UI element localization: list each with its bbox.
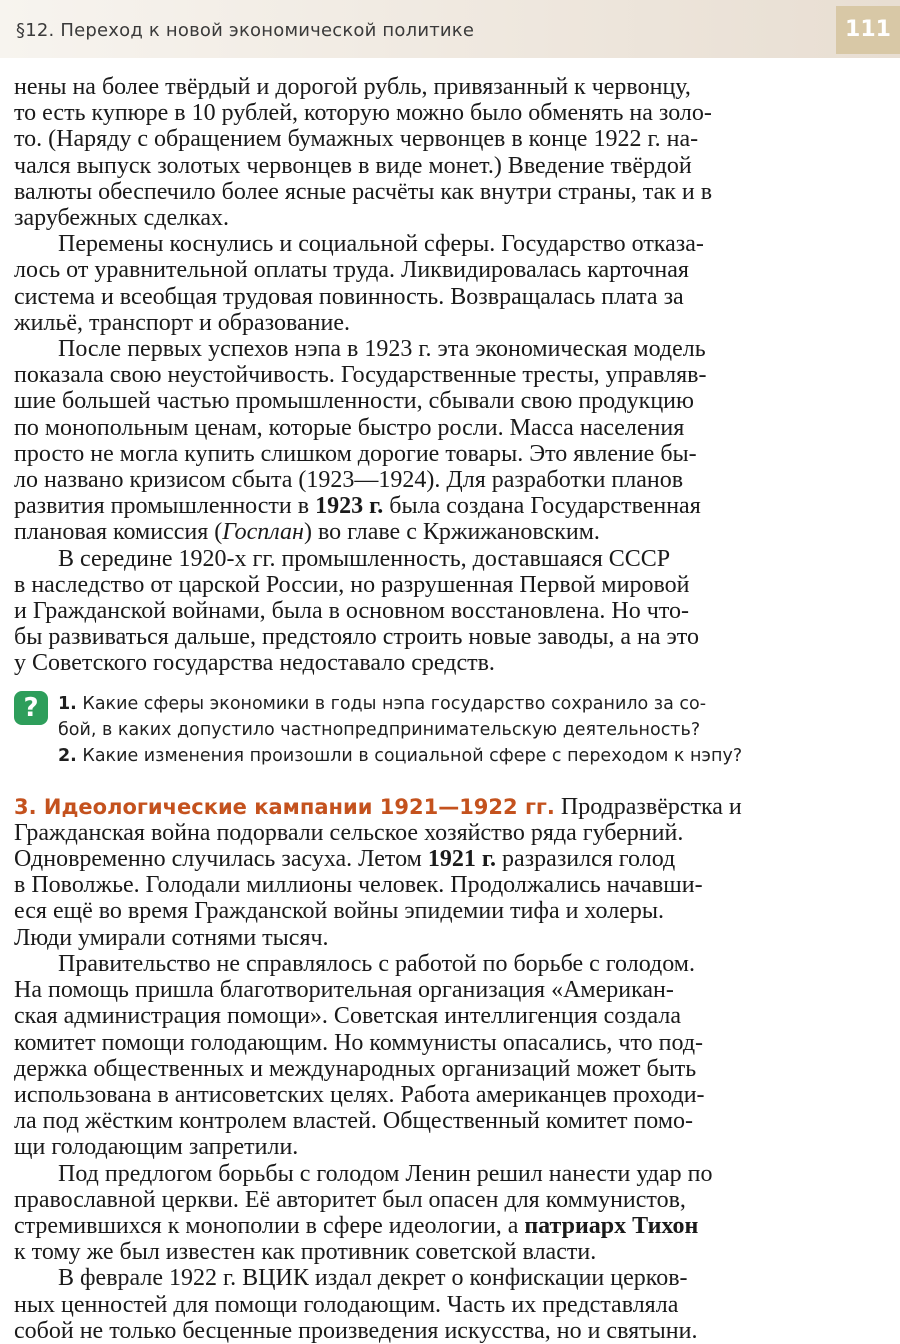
review-questions <box>14 691 874 769</box>
text-line: по монопольным ценам, которые быстро росли. Масса населения <box>14 414 685 441</box>
section-ideology <box>14 794 874 951</box>
bold-name: патриарх Тихон <box>524 1212 699 1239</box>
section-heading: 3. Идеологические кампании 1921—1922 гг. <box>14 794 555 819</box>
text-line: использована в антисоветских целях. Работа американцев проходи- <box>14 1081 705 1108</box>
text-line: Перемены коснулись и социальной сферы. Государство отказа- <box>58 231 704 258</box>
italic-term: Госплан <box>222 519 304 546</box>
page-body <box>14 74 874 1344</box>
text-line: Одновременно случилась засуха. Летом 1921 г. разразился голод <box>14 846 676 873</box>
question-line: 1. Какие сферы экономики в годы нэпа государство сохранило за со- <box>58 693 707 714</box>
text-line: в Поволжье. Голодали миллионы человек. Продолжались начавши- <box>14 872 703 899</box>
text-line: шие большей частью промышленности, сбывали свою продукцию <box>14 388 694 415</box>
text-line: еся ещё во время Гражданской войны эпидемии тифа и холеры. <box>14 898 664 925</box>
text-line: система и всеобщая трудовая повинность. Возвращалась плата за <box>14 283 684 310</box>
text-line: у Советского государства недоставало средств. <box>14 650 495 677</box>
text-line: просто не могла купить слишком дорогие товары. Это явление бы- <box>14 440 697 467</box>
text-line: Под предлогом борьбы с голодом Ленин решил нанести удар по <box>58 1160 713 1187</box>
text-line: На помощь пришла благотворительная организация «Американ- <box>14 977 674 1004</box>
text-line: В феврале 1922 г. ВЦИК издал декрет о конфискации церков- <box>58 1265 688 1292</box>
page-number: 111 <box>836 6 900 54</box>
paragraph-crisis <box>14 336 874 546</box>
text-line: ская администрация помощи». Советская интеллигенция создала <box>14 1003 681 1030</box>
text-line: зарубежных сделках. <box>14 205 230 232</box>
chapter-title: §12. Переход к новой экономической политике <box>16 20 475 41</box>
question-line: 2. Какие изменения произошли в социальной сфере с переходом к нэпу? <box>58 745 743 766</box>
text-line: комитет помощи голодающим. Но коммунисты опасались, что под- <box>14 1029 704 1056</box>
text-line: в наследство от царской России, но разрушенная Первой мировой <box>14 571 690 598</box>
text-line: ных ценностей для помощи голодающим. Часть их представляла <box>14 1291 679 1318</box>
paragraph-famine-aid <box>14 951 874 1161</box>
text-line: жильё, транспорт и образование. <box>14 309 350 336</box>
paragraph-decree <box>14 1265 874 1344</box>
text-line: щи голодающим запретили. <box>14 1134 299 1161</box>
text-line: то. (Наряду с обращением бумажных червонцев в конце 1922 г. на- <box>14 126 699 153</box>
text-line: В середине 1920-х гг. промышленность, доставшаяся СССР <box>58 545 671 572</box>
text-line: стремившихся к монополии в сфере идеологии, а патриарх Тихон <box>14 1212 699 1239</box>
text-line: Правительство не справлялось с работой по борьбе с голодом. <box>58 950 695 977</box>
text-line: 3. Идеологические кампании 1921—1922 гг. Продразвёрстка и <box>14 793 742 820</box>
text-line: ла под жёстким контролем властей. Общественный комитет помо- <box>14 1108 694 1135</box>
text-line: ло названо кризисом сбыта (1923—1924). Для разработки планов <box>14 467 684 494</box>
paragraph-currency <box>14 74 874 231</box>
text-line: После первых успехов нэпа в 1923 г. эта экономическая модель <box>58 336 706 363</box>
text-line: плановая комиссия (Госплан) во главе с Кржижановским. <box>14 519 600 546</box>
paragraph-industry <box>14 546 874 677</box>
text-line: к тому же был известен как противник советской власти. <box>14 1239 597 1266</box>
text-line: чался выпуск золотых червонцев в виде монет.) Введение твёрдой <box>14 152 692 179</box>
page-header <box>0 0 900 58</box>
text-line: и Гражданской войнами, была в основном восстановлена. Но что- <box>14 598 689 625</box>
question-line: бой, в каких допустило частнопредпринимательскую деятельность? <box>58 719 701 740</box>
text-line: развития промышленности в 1923 г. была создана Государственная <box>14 493 701 520</box>
bold-date: 1923 г. <box>315 493 384 520</box>
text-line: бы развиваться дальше, предстояло строить новые заводы, а на это <box>14 624 699 651</box>
text-line: лось от уравнительной оплаты труда. Ликвидировалась карточная <box>14 257 689 284</box>
text-line: нены на более твёрдый и дорогой рубль, привязанный к червонцу, <box>14 74 691 100</box>
text-line: показала свою неустойчивость. Государственные тресты, управляв- <box>14 362 707 389</box>
paragraph-social <box>14 231 874 336</box>
text-line: Гражданская война подорвали сельское хозяйство ряда губерний. <box>14 819 684 846</box>
text-line: то есть купюре в 10 рублей, которую можно было обменять на золо- <box>14 100 712 127</box>
text-line: православной церкви. Её авторитет был опасен для коммунистов, <box>14 1186 686 1213</box>
text-line: держка общественных и международных организаций может быть <box>14 1055 697 1082</box>
paragraph-church <box>14 1161 874 1266</box>
bold-date: 1921 г. <box>427 846 497 873</box>
question-icon: ? <box>14 691 48 725</box>
text-line: собой не только бесценные произведения искусства, но и святыни. <box>14 1317 698 1344</box>
text-line: Люди умирали сотнями тысяч. <box>14 924 329 951</box>
text-line: валюты обеспечило более ясные расчёты как внутри страны, так и в <box>14 178 713 205</box>
